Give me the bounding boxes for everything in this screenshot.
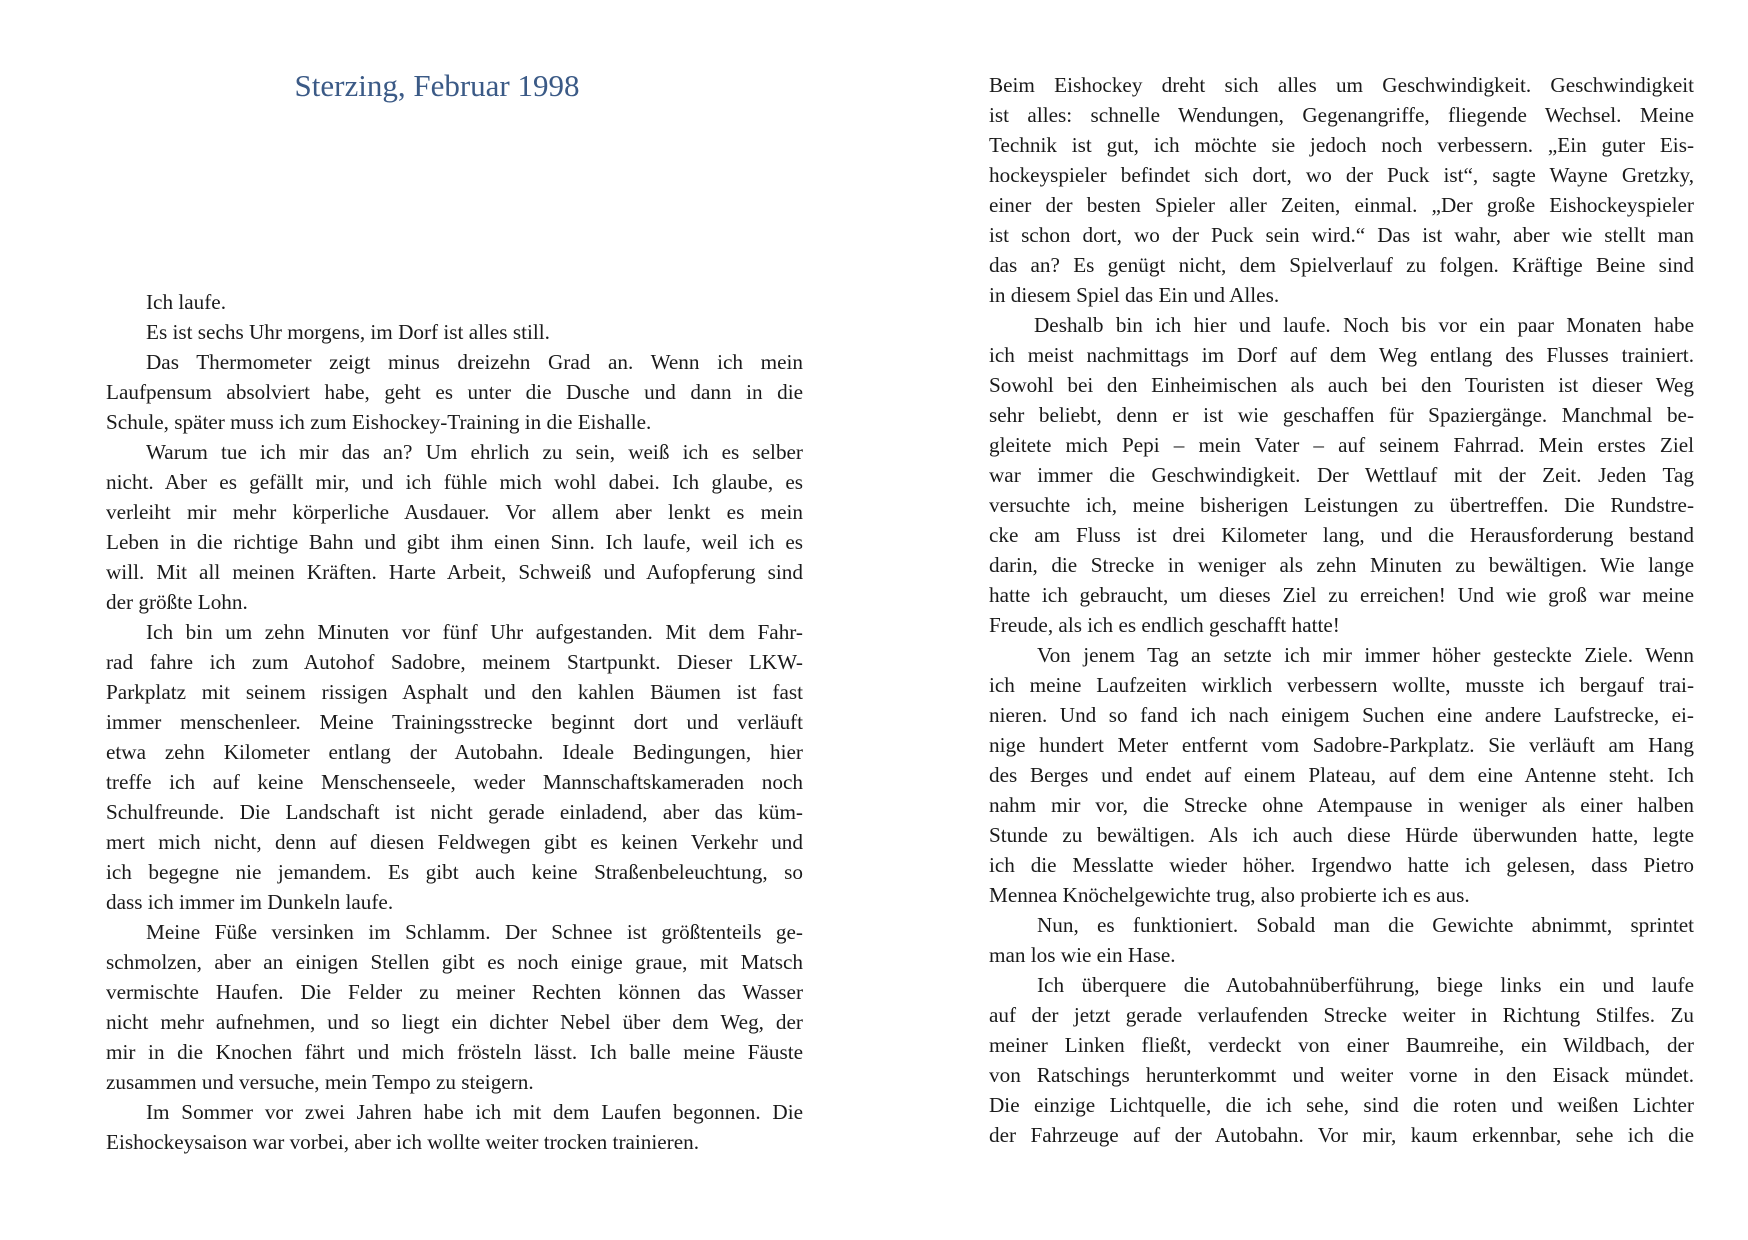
text-line: ist schon dort, wo der Puck sein wird.“ Das ist wahr, aber wie stellt man: [989, 223, 1694, 247]
text-line: hatte ich gebraucht, um dieses Ziel zu erreichen! Und wie groß war meine: [989, 583, 1694, 607]
text-line: meiner Linken fließt, verdeckt von einer Baumreihe, ein Wildbach, der: [989, 1033, 1694, 1057]
text-line: Nun, es funktioniert. Sobald man die Gewichte abnimmt, sprintet: [1037, 913, 1694, 937]
text-line: hockeyspieler befindet sich dort, wo der Puck ist“, sagte Wayne Gretzky,: [989, 163, 1694, 187]
text-line: Das Thermometer zeigt minus dreizehn Grad an. Wenn ich mein: [146, 350, 803, 374]
text-line: immer menschenleer. Meine Trainingsstrecke beginnt dort und verläuft: [106, 710, 803, 734]
text-line: mir in die Knochen fährt und mich frösteln lässt. Ich balle meine Fäuste: [106, 1040, 803, 1064]
text-line: der Fahrzeuge auf der Autobahn. Vor mir, kaum erkennbar, sehe ich die: [989, 1123, 1694, 1147]
text-line: auf der jetzt gerade verlaufenden Strecke weiter in Richtung Stilfes. Zu: [989, 1003, 1694, 1027]
text-line: vermischte Haufen. Die Felder zu meiner Rechten können das Wasser: [106, 980, 803, 1004]
text-line: von Ratschings herunterkommt und weiter vorne in den Eisack mündet.: [989, 1063, 1694, 1087]
text-line: Ich bin um zehn Minuten vor fünf Uhr aufgestanden. Mit dem Fahr-: [146, 620, 803, 644]
left-body-text: [106, 287, 803, 1157]
text-line: gleitete mich Pepi – mein Vater – auf seinem Fahrrad. Mein erstes Ziel: [989, 433, 1694, 457]
text-line: Stunde zu bewältigen. Als ich auch diese Hürde überwunden hatte, legte: [989, 823, 1694, 847]
text-line: Schulfreunde. Die Landschaft ist nicht gerade einladend, aber das küm-: [106, 800, 803, 824]
text-line: Es ist sechs Uhr morgens, im Dorf ist alles still.: [146, 320, 550, 344]
text-line: nahm mir vor, die Strecke ohne Atempause in weniger als einer halben: [989, 793, 1694, 817]
text-line: Sowohl bei den Einheimischen als auch bei den Touristen ist dieser Weg: [989, 373, 1694, 397]
text-line: dass ich immer im Dunkeln laufe.: [106, 890, 394, 914]
text-line: der größte Lohn.: [106, 590, 248, 614]
text-line: nicht. Aber es gefällt mir, und ich fühle mich wohl dabei. Ich glaube, es: [106, 470, 803, 494]
text-line: nieren. Und so fand ich nach einigem Suchen eine andere Laufstrecke, ei-: [989, 703, 1694, 727]
text-line: ist alles: schnelle Wendungen, Gegenangriffe, fliegende Wechsel. Meine: [989, 103, 1694, 127]
text-line: nicht mehr aufnehmen, und so liegt ein dichter Nebel über dem Weg, der: [106, 1010, 803, 1034]
chapter-title: Sterzing, Februar 1998: [294, 68, 580, 103]
text-line: Leben in die richtige Bahn und gibt ihm einen Sinn. Ich laufe, weil ich es: [106, 530, 803, 554]
text-line: in diesem Spiel das Ein und Alles.: [989, 283, 1280, 307]
text-line: cke am Fluss ist drei Kilometer lang, und die Herausforderung bestand: [989, 523, 1694, 547]
text-line: Mennea Knöchelgewichte trug, also probierte ich es aus.: [989, 883, 1470, 907]
text-line: Deshalb bin ich hier und laufe. Noch bis vor ein paar Monaten habe: [1034, 313, 1694, 337]
text-line: das an? Es genügt nicht, dem Spielverlauf zu folgen. Kräftige Beine sind: [989, 253, 1694, 277]
text-line: rad fahre ich zum Autohof Sadobre, meinem Startpunkt. Dieser LKW-: [106, 650, 803, 674]
text-line: Meine Füße versinken im Schlamm. Der Schnee ist größtenteils ge-: [146, 920, 803, 944]
text-line: Eishockeysaison war vorbei, aber ich wollte weiter trocken trainieren.: [106, 1130, 700, 1154]
text-line: des Berges und endet auf einem Plateau, auf dem eine Antenne steht. Ich: [989, 763, 1694, 787]
text-line: etwa zehn Kilometer entlang der Autobahn. Ideale Bedingungen, hier: [106, 740, 803, 764]
text-line: Ich laufe.: [146, 290, 226, 314]
text-line: man los wie ein Hase.: [989, 943, 1176, 967]
text-line: versuchte ich, meine bisherigen Leistungen zu übertreffen. Die Rundstre-: [989, 493, 1694, 517]
text-line: Warum tue ich mir das an? Um ehrlich zu sein, weiß ich es selber: [146, 440, 803, 464]
text-line: Beim Eishockey dreht sich alles um Geschwindigkeit. Geschwindigkeit: [989, 73, 1694, 97]
text-line: will. Mit all meinen Kräften. Harte Arbeit, Schweiß und Aufopferung sind: [106, 560, 803, 584]
text-line: Ich überquere die Autobahnüberführung, biege links ein und laufe: [1037, 973, 1694, 997]
text-line: Technik ist gut, ich möchte sie jedoch noch verbessern. „Ein guter Eis-: [989, 133, 1694, 157]
text-line: Freude, als ich es endlich geschafft hatte!: [989, 613, 1340, 637]
right-page: [874, 0, 1748, 1240]
text-line: ich meine Laufzeiten wirklich verbessern wollte, musste ich bergauf trai-: [989, 673, 1694, 697]
text-line: Schule, später muss ich zum Eishockey-Training in die Eishalle.: [106, 410, 652, 434]
text-line: verleiht mir mehr körperliche Ausdauer. Vor allem aber lenkt es mein: [106, 500, 803, 524]
text-line: Von jenem Tag an setzte ich mir immer höher gesteckte Ziele. Wenn: [1037, 643, 1694, 667]
text-line: Im Sommer vor zwei Jahren habe ich mit dem Laufen begonnen. Die: [146, 1100, 803, 1124]
text-line: nige hundert Meter entfernt vom Sadobre-Parkplatz. Sie verläuft am Hang: [989, 733, 1694, 757]
right-body-text: [989, 70, 1694, 1150]
text-line: zusammen und versuche, mein Tempo zu steigern.: [106, 1070, 534, 1094]
text-line: Die einzige Lichtquelle, die ich sehe, sind die roten und weißen Lichter: [989, 1093, 1694, 1117]
text-line: darin, die Strecke in weniger als zehn Minuten zu bewältigen. Wie lange: [989, 553, 1694, 577]
text-line: Parkplatz mit seinem rissigen Asphalt und den kahlen Bäumen ist fast: [106, 680, 803, 704]
text-line: Laufpensum absolviert habe, geht es unter die Dusche und dann in die: [106, 380, 803, 404]
text-line: treffe ich auf keine Menschenseele, weder Mannschaftskameraden noch: [106, 770, 803, 794]
text-line: schmolzen, aber an einigen Stellen gibt es noch einige graue, mit Matsch: [106, 950, 803, 974]
text-line: ich die Messlatte wieder höher. Irgendwo hatte ich gelesen, dass Pietro: [989, 853, 1694, 877]
text-line: ich begegne nie jemandem. Es gibt auch keine Straßenbeleuchtung, so: [106, 860, 803, 884]
text-line: sehr beliebt, denn er ist wie geschaffen für Spaziergänge. Manchmal be-: [989, 403, 1694, 427]
text-line: ich meist nachmittags im Dorf auf dem Weg entlang des Flusses trainiert.: [989, 343, 1694, 367]
text-line: einer der besten Spieler aller Zeiten, einmal. „Der große Eishockeyspieler: [989, 193, 1694, 217]
text-line: war immer die Geschwindigkeit. Der Wettlauf mit der Zeit. Jeden Tag: [989, 463, 1694, 487]
text-line: mert mich nicht, denn auf diesen Feldwegen gibt es keinen Verkehr und: [106, 830, 803, 854]
